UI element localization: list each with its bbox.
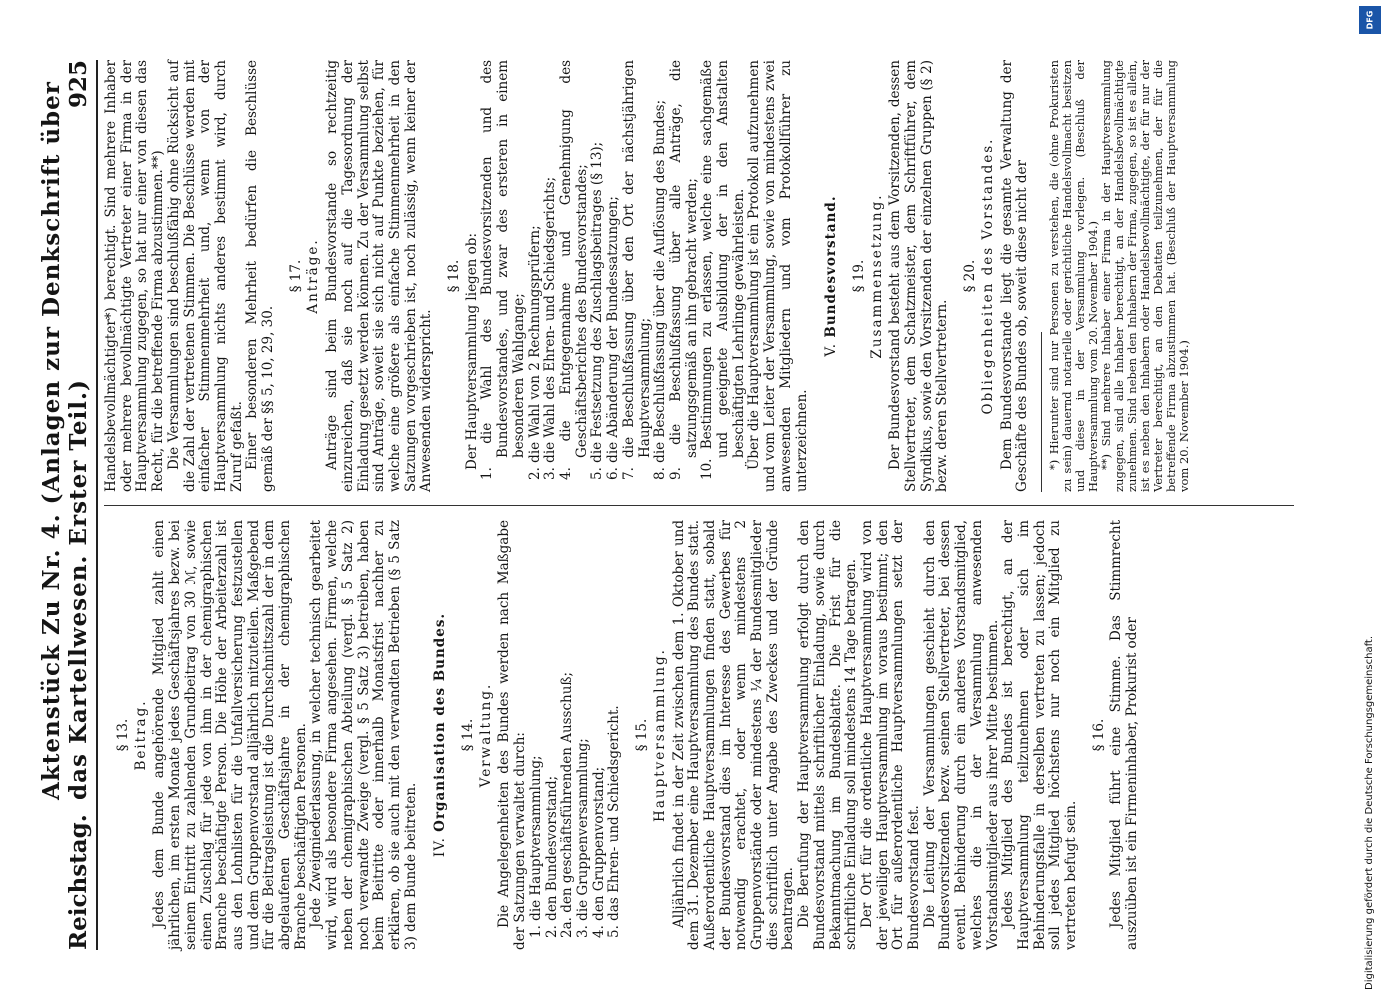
list-item: 2. den Bundesvorstand;: [543, 775, 560, 938]
list-item: 5. die Festsetzung des Zuschlagsbeitrages (§ 13);: [589, 141, 606, 480]
section-heading: § 16.: [1090, 718, 1107, 752]
running-header: [38, 60, 98, 950]
paragraph: Die Angelegenheiten des Bundes werden nach Maßgabe der Satzungen verwaltet durch:: [496, 520, 529, 950]
paragraph: Dem Bundesvorstande liegt die gesamte Verwaltung der Geschäfte des Bundes ob, soweit diese nicht der: [998, 60, 1031, 492]
list-item: 3. die Gruppenversammlung;: [574, 738, 591, 938]
list-item: 1. die Wahl des Bundesvorsitzenden und des Bundesvorstandes, und zwar des ersteren in einem besonderen Wahlgange;: [479, 60, 527, 480]
footnote-rule: [1041, 332, 1042, 492]
list: [480, 60, 747, 492]
paragraph: Die Berufung der Hauptversammlung erfolgt durch den Bundesvorstand mittels schriftlicher Einladung, sowie durch Bekanntmachung im Bundesblatte. Die Frist für die schriftliche Einladung soll mindestens 14 Tage betragen.: [796, 520, 860, 950]
section-heading: § 19.: [850, 259, 867, 293]
list-item: 9. die Beschlußfassung über alle Anträge, die satzungsgemäß an ihn gebracht werden;: [667, 60, 700, 480]
paragraph: Anträge sind beim Bundesvorstande so rechtzeitig einzureichen, daß sie noch auf die Tagesordnung der Einladung gesetzt werden können. Zu der Versammlung selbst sind Anträge, soweit sie sich nicht auf Punkte beziehen, für welche eine größere als einfache Stimmenmehrheit in den Satzungen vorgeschrieben ist, noch zulässig, wenn keiner der Anwesenden widerspricht.: [324, 60, 435, 492]
paragraph: Der Ort für die ordentliche Hauptversammlung wird von der jeweiligen Hauptversammlung im voraus bestimmt; den Ort für außerordentliche Hauptversammlungen setzt der Bundesvorstand fest.: [858, 520, 923, 950]
section-heading: § 14.: [460, 718, 477, 752]
part-number: IV.: [432, 837, 449, 858]
paragraph: Handelsbevollmächtigter*) berechtigt. Sind mehrere Inhaber oder mehrere bevollmächtigte Vertreter einer Firma in der Hauptversammlung zugegen, so hat nur einer von diesen das Recht, für die betreffende Firma abzustimmen.**): [103, 60, 167, 492]
section-heading: § 17.: [287, 259, 304, 293]
paragraph: Alljährlich findet in der Zeit zwischen dem 1. Oktober und dem 31. Dezember eine Hauptversammlung des Bundes statt. Außerordentliche Hauptversammlungen finden statt, sobald der Bundesvorstand dies im Interesse des Gewerbes für notwendig erachtet, oder wenn mindestens 2 Gruppenvorstände oder mindestens ¼ der Bundesmitglieder dies schriftlich unter Angabe des Zweckes und der Gründe beantragen.: [670, 520, 797, 950]
left-column: [104, 520, 1141, 950]
paragraph: Jedes Mitglied führt eine Stimme. Das Stimmrecht auszuüben ist ein Firmeninhaber, Prokurist oder: [1108, 520, 1141, 950]
paragraph: Der Hauptversammlung liegen ob:: [463, 233, 480, 470]
header-left: Reichstag.: [65, 814, 92, 950]
header-title: Aktenstück Zu Nr. 4. (Anlagen zur Denkschrift über das Kartellwesen. Erster Teil.): [38, 81, 92, 800]
list-item: 4. die Entgegennahme und Genehmigung des Geschäftsberichtes des Bundesvorstandes;: [557, 60, 590, 480]
paragraph: Jede Zweigniederlassung, in welcher technisch gearbeitet wird, wird als besondere Firma angesehen. Firmen, welche neben der chemigraphischen Abteilung (vergl. § 5 Satz 2) noch verwandte Zweige (vergl. § 5 Satz 3) betreiben, haben beim Beitritte oder innerhalb Monatsfrist nachher zu erklären, ob sie auch mit den verwandten Betrieben (§ 5 Satz 3) dem Bunde beitreten.: [308, 520, 419, 950]
part-heading: [433, 520, 449, 950]
section-title: Anträge.: [305, 238, 322, 314]
list-item: 2. die Wahl von 2 Rechnungsprüfern;: [526, 225, 543, 480]
section-title: Zusammensetzung.: [868, 193, 885, 359]
list-item: 7. die Beschlußfassung über den Ort der nächstjährigen Hauptversammlung;: [620, 60, 653, 480]
section-title: Beitrag.: [132, 699, 149, 771]
part-title: Organisation des Bundes.: [432, 612, 449, 832]
part-heading: [824, 60, 840, 492]
section-heading: § 18.: [446, 259, 463, 293]
section-title: Hauptversammlung.: [651, 648, 668, 822]
part-number: V.: [823, 342, 840, 357]
paragraph: Über die Hauptversammlung ist ein Protokoll aufzunehmen und vom Leiter der Versammlung, sowie von mindestens zwei anwesenden Mitgliedern und vom Protokollführer zu unterzeichnen.: [746, 60, 810, 492]
paragraph: Einer besonderen Mehrheit bedürfen die Beschlüsse gemäß der §§ 5, 10, 29, 30.: [244, 60, 277, 492]
list-item: 10. Bestimmungen zu erlassen, welche eine sachgemäße und geeignete Ausbildung der in den Anstalten beschäftigten Lehrlinge gewährleisten.: [699, 60, 747, 480]
section-heading: § 13.: [115, 718, 131, 752]
column-divider: [104, 505, 1294, 506]
list-item: 1. die Hauptversammlung;: [527, 755, 544, 938]
footnote: *) Hierunter sind nur Personen zu verstehen, die (ohne Prokuristen zu sein) dauernd notarielle oder gerichtliche Handelsvollmacht besitzen und diese in der Versammlung vorlegen. (Beschluß der Hauptversammlung vom 20. November 1904.): [1046, 60, 1100, 492]
list-item: 6. die Abänderung der Bundessatzungen;: [605, 196, 622, 480]
footnote: **) Sind mehrere Inhaber einer Firma in der Hauptversammlung zugegen, sind alle Inhaber berechtigt, an der Handelsbevollmächtigte zunehmen. Sind neben den Inhabern der Firma, zugegen, so ist es allein, ist es neben den Inhabern oder Handelsbevollmächtigte, der für nur der Vertreter berechtigt, an den Debatten teilzunehmen, der für die betreffende Firma abzustimmen hat. (Beschluß der Hauptversammlung vom 20. November 1904.): [1098, 60, 1191, 492]
digitization-credit: [1361, 28, 1379, 990]
right-column: [104, 60, 1191, 492]
section-title: Verwaltung.: [477, 682, 494, 788]
paragraph: Die Versammlungen sind beschlußfähig ohne Rücksicht auf die Zahl der vertretenen Stimmen. Die Beschlüsse werden mit einfacher Stimmenmehrheit und, wenn von der Hauptversammlung nichts anderes bestimmt wird, durch Zuruf gefaßt.: [165, 60, 245, 492]
page-number: 925: [65, 60, 92, 109]
list-item: 8. die Beschlußfassung über die Auflösung des Bundes;: [652, 99, 669, 480]
list: [529, 520, 623, 950]
part-title: Bundesvorstand.: [823, 195, 840, 338]
section-heading: § 20.: [962, 259, 979, 293]
list-item: 4. den Gruppenvorstand;: [590, 766, 607, 938]
paragraph: Jedes dem Bunde angehörende Mitglied zahlt einen jährlichen, im ersten Monate jedes Geschäftsjahres bezw. bei seinem Eintritt zu zahlenden Grundbeitrag von 30 ℳ, sowie einen Zuschlag für jede von ihm in der chemigraphischen Branche beschäftigte Person. Die Höhe der Arbeiterzahl ist aus den Lohnlisten für die Unfallversicherung festzustellen und dem Gruppenvorstand alljährlich mitzuteilen. Maßgebend für die Beitragsleistung ist die Durchschnittszahl der in dem abgelaufenen Geschäftsjahre in der chemigraphischen Branche beschäftigten Personen.: [151, 520, 309, 950]
list-item: 3. die Wahl des Ehren- und Schiedsgerichts;: [542, 176, 559, 480]
list-item: 2a. den geschäftsführenden Ausschuß;: [559, 671, 576, 938]
dfg-logo-text: DFG: [1364, 10, 1374, 30]
paragraph: Der Bundesvorstand besteht aus dem Vorsitzenden, dessen Stellvertreter, dem Schatzmeister, dem Schriftführer, dem Syndikus, sowie den Vorsitzenden der einzelnen Gruppen (§ 2) bezw. deren Stellvertretern.: [887, 60, 951, 492]
credit-text: Digitalisierung gefördert durch die Deutsche Forschungsgemeinschaft.: [1364, 635, 1375, 990]
paragraph: Jedes Mitglied des Bundes ist berechtigt, an der Hauptversammlung teilzunehmen oder sich im Behinderungsfalle in derselben vertreten zu lassen; jedoch soll jedes Mitglied höchstens nur noch ein Mitglied zu vertreten befugt sein.: [1000, 520, 1080, 950]
section-title: Obliegenheiten des Vorstandes.: [979, 137, 996, 415]
section-heading: § 15.: [634, 718, 651, 752]
list-item: 5. das Ehren- und Schiedsgericht.: [606, 705, 623, 938]
paragraph: Die Leitung der Versammlungen geschieht durch den Bundesvorsitzenden bezw. seinen Stellvertreter, bei dessen eventl. Behinderung durch ein anderes Vorstandsmitglied, welches die in der Versammlung anwesenden Vorstandsmitglieder aus ihrer Mitte bestimmen.: [921, 520, 1001, 950]
